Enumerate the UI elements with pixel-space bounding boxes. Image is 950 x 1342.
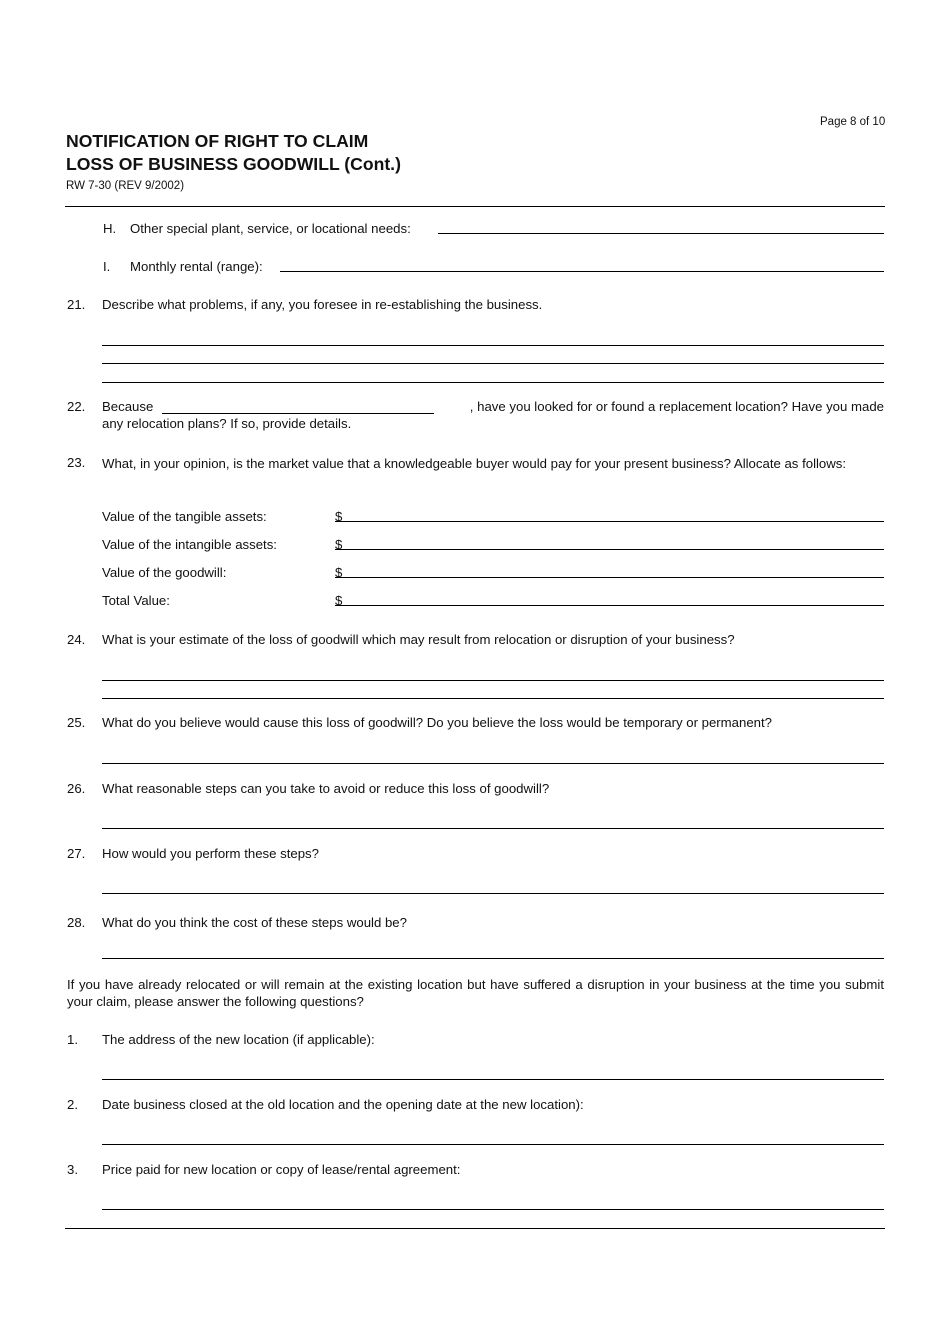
q21-answer-line[interactable]	[102, 345, 884, 346]
form-id: RW 7-30 (REV 9/2002)	[66, 180, 185, 192]
q24-answer-line[interactable]	[102, 698, 884, 699]
value-label: Value of the intangible assets:	[102, 537, 277, 552]
r3-answer-line[interactable]	[102, 1209, 884, 1210]
footer-divider	[65, 1228, 885, 1229]
q22-question: , have you looked for or found a replacement location? Have you made	[469, 399, 884, 414]
q23-text: What, in your opinion, is the market value that a knowledgeable buyer would pay for your present business? Allocate as follows:	[102, 456, 847, 471]
q25-text: What do you believe would cause this loss of goodwill? Do you believe the loss would be temporary or permanent?	[102, 715, 773, 730]
q27-answer-line[interactable]	[102, 893, 884, 894]
currency-symbol: $	[335, 509, 343, 524]
q28-answer-line[interactable]	[102, 958, 884, 959]
item-h-label: Other special plant, service, or locational needs:	[130, 221, 411, 236]
q21-text: Describe what problems, if any, you foresee in re-establishing the business.	[102, 297, 543, 312]
item-h-field[interactable]	[438, 233, 884, 234]
q22-question-cont: any relocation plans? If so, provide details.	[102, 416, 352, 431]
q28-text: What do you think the cost of these steps would be?	[102, 915, 407, 930]
q28-number: 28.	[67, 915, 86, 930]
currency-symbol: $	[335, 593, 343, 608]
form-title-line-2: LOSS OF BUSINESS GOODWILL (Cont.)	[66, 154, 401, 174]
q24-text: What is your estimate of the loss of goodwill which may result from relocation or disruption of your business?	[102, 632, 735, 647]
r1-text: The address of the new location (if applicable):	[102, 1032, 375, 1047]
value-label: Value of the tangible assets:	[102, 509, 267, 524]
relocation-intro: If you have already relocated or will remain at the existing location but have suffered a disruption in your business at the time you submit your claim, please answer the following questions?	[67, 977, 884, 1009]
value-label: Total Value:	[102, 593, 170, 608]
r2-text: Date business closed at the old location and the opening date at the new location):	[102, 1097, 584, 1112]
item-i-label: Monthly rental (range):	[130, 259, 263, 274]
q25-answer-line[interactable]	[102, 763, 884, 764]
value-field[interactable]	[335, 549, 884, 550]
header-divider	[65, 206, 885, 207]
r1-number: 1.	[67, 1032, 78, 1047]
r2-answer-line[interactable]	[102, 1144, 884, 1145]
item-i-field[interactable]	[280, 271, 884, 272]
r3-number: 3.	[67, 1162, 78, 1177]
q25-number: 25.	[67, 715, 86, 730]
value-field[interactable]	[335, 605, 884, 606]
value-label: Value of the goodwill:	[102, 565, 227, 580]
q22-because: Because	[102, 399, 154, 414]
q26-answer-line[interactable]	[102, 828, 884, 829]
q26-number: 26.	[67, 781, 86, 796]
r2-number: 2.	[67, 1097, 78, 1112]
currency-symbol: $	[335, 537, 343, 552]
item-h-letter: H.	[103, 221, 117, 236]
value-field[interactable]	[335, 521, 884, 522]
form-title-line-1: NOTIFICATION OF RIGHT TO CLAIM	[66, 131, 369, 151]
q21-answer-line[interactable]	[102, 363, 884, 364]
q21-number: 21.	[67, 297, 86, 312]
page-number: Page 8 of 10	[820, 116, 886, 128]
value-field[interactable]	[335, 577, 884, 578]
q24-answer-line[interactable]	[102, 680, 884, 681]
q27-text: How would you perform these steps?	[102, 846, 319, 861]
q21-answer-line[interactable]	[102, 382, 884, 383]
q23-number: 23.	[67, 455, 86, 470]
q22-reason-field[interactable]	[162, 413, 434, 414]
q24-number: 24.	[67, 632, 86, 647]
item-i-letter: I.	[103, 259, 111, 274]
q27-number: 27.	[67, 846, 86, 861]
r3-text: Price paid for new location or copy of lease/rental agreement:	[102, 1162, 461, 1177]
r1-answer-line[interactable]	[102, 1079, 884, 1080]
q26-text: What reasonable steps can you take to avoid or reduce this loss of goodwill?	[102, 781, 550, 796]
currency-symbol: $	[335, 565, 343, 580]
q22-number: 22.	[67, 399, 86, 414]
